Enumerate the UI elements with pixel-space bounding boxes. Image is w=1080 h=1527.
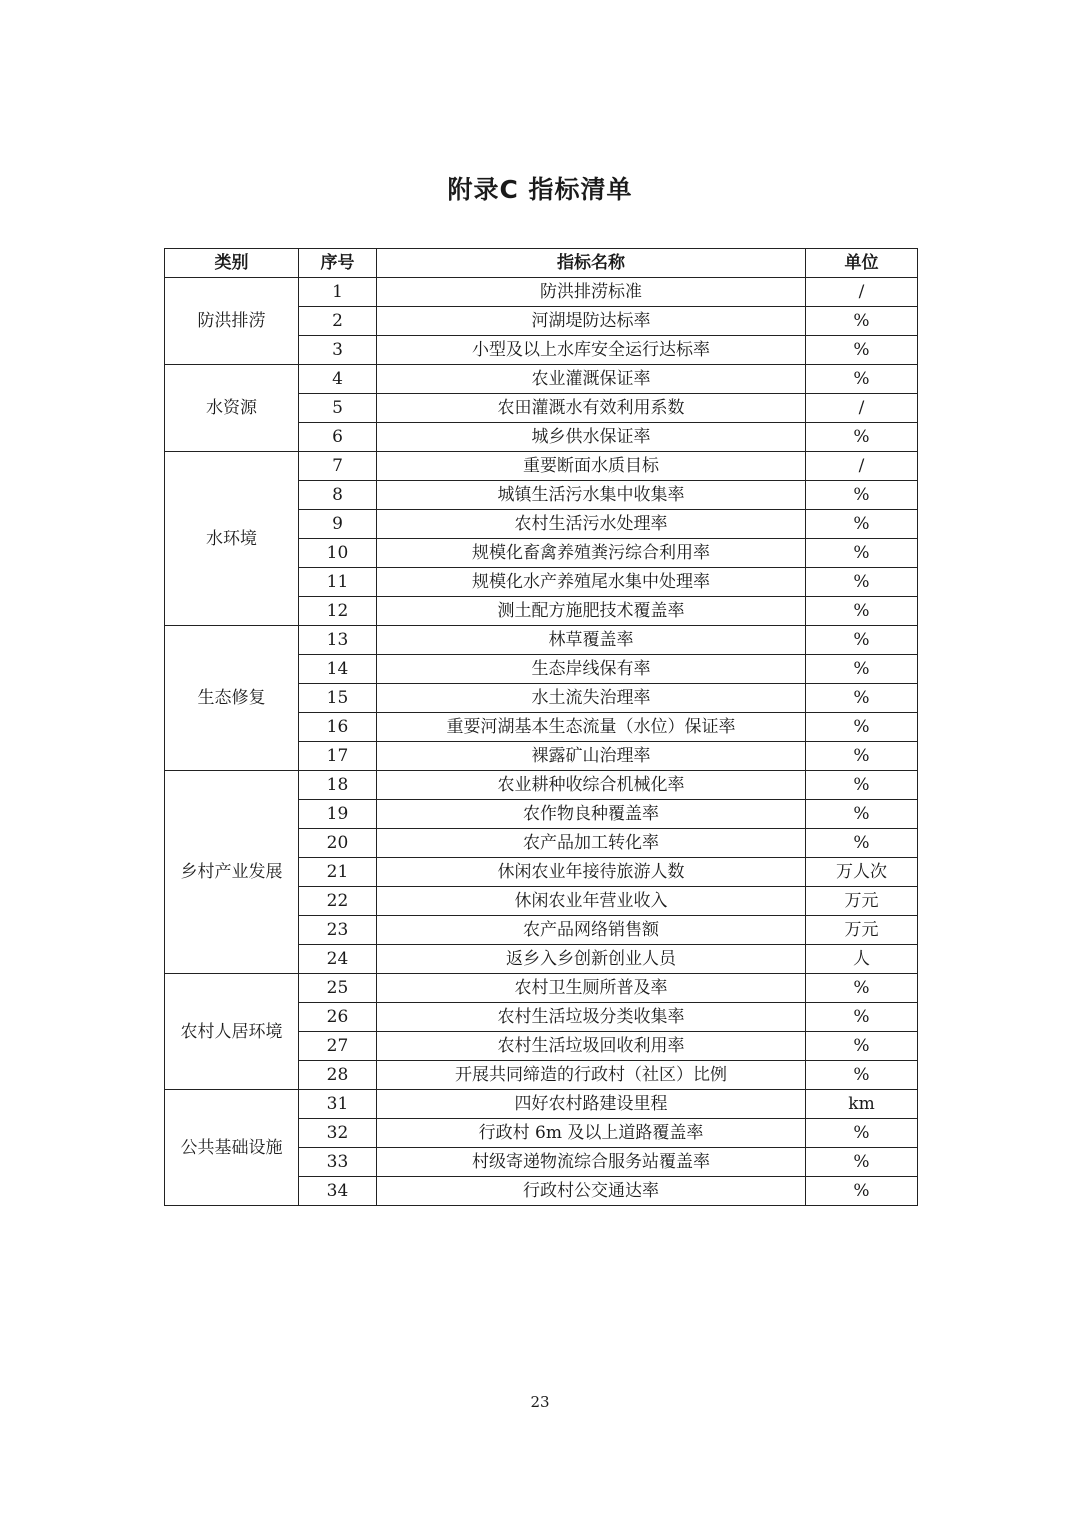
page-title: 附录C 指标清单: [447, 175, 633, 204]
unit-cell: %: [806, 481, 918, 510]
index-cell: 26: [299, 1003, 377, 1032]
unit-cell: %: [806, 829, 918, 858]
unit-cell: %: [806, 336, 918, 365]
unit-cell: %: [806, 684, 918, 713]
indicator-name-cell: 农村卫生厕所普及率: [377, 974, 806, 1003]
category-cell: 水资源: [165, 365, 299, 452]
unit-cell: %: [806, 1061, 918, 1090]
indicator-name-cell: 林草覆盖率: [377, 626, 806, 655]
unit-cell: %: [806, 800, 918, 829]
indicator-name-cell: 农业耕种收综合机械化率: [377, 771, 806, 800]
indicator-name-cell: 小型及以上水库安全运行达标率: [377, 336, 806, 365]
indicator-name-cell: 规模化畜禽养殖粪污综合利用率: [377, 539, 806, 568]
unit-cell: /: [806, 278, 918, 307]
unit-cell: 万元: [806, 916, 918, 945]
table-row: [165, 771, 918, 800]
unit-cell: %: [806, 771, 918, 800]
unit-cell: %: [806, 365, 918, 394]
index-cell: 3: [299, 336, 377, 365]
unit-cell: %: [806, 1032, 918, 1061]
index-cell: 20: [299, 829, 377, 858]
index-cell: 19: [299, 800, 377, 829]
header-unit: 单位: [806, 249, 918, 278]
table-row: [165, 365, 918, 394]
indicator-name-cell: 农村生活垃圾回收利用率: [377, 1032, 806, 1061]
indicator-name-cell: 村级寄递物流综合服务站覆盖率: [377, 1148, 806, 1177]
index-cell: 21: [299, 858, 377, 887]
index-cell: 5: [299, 394, 377, 423]
indicator-name-cell: 农村生活垃圾分类收集率: [377, 1003, 806, 1032]
index-cell: 1: [299, 278, 377, 307]
category-cell: 生态修复: [165, 626, 299, 771]
index-cell: 2: [299, 307, 377, 336]
unit-cell: %: [806, 1148, 918, 1177]
table-header-row: [165, 249, 918, 278]
index-cell: 28: [299, 1061, 377, 1090]
unit-cell: %: [806, 307, 918, 336]
indicator-name-cell: 开展共同缔造的行政村（社区）比例: [377, 1061, 806, 1090]
indicator-name-cell: 规模化水产养殖尾水集中处理率: [377, 568, 806, 597]
unit-cell: 万元: [806, 887, 918, 916]
unit-cell: %: [806, 713, 918, 742]
indicator-name-cell: 农作物良种覆盖率: [377, 800, 806, 829]
header-category: 类别: [165, 249, 299, 278]
index-cell: 24: [299, 945, 377, 974]
indicator-name-cell: 四好农村路建设里程: [377, 1090, 806, 1119]
index-cell: 4: [299, 365, 377, 394]
table-row: [165, 626, 918, 655]
indicator-name-cell: 农村生活污水处理率: [377, 510, 806, 539]
index-cell: 7: [299, 452, 377, 481]
indicator-name-cell: 城镇生活污水集中收集率: [377, 481, 806, 510]
indicator-name-cell: 测土配方施肥技术覆盖率: [377, 597, 806, 626]
category-cell: 水环境: [165, 452, 299, 626]
table-row: [165, 278, 918, 307]
indicator-name-cell: 防洪排涝标准: [377, 278, 806, 307]
unit-cell: %: [806, 539, 918, 568]
index-cell: 31: [299, 1090, 377, 1119]
category-cell: 农村人居环境: [165, 974, 299, 1090]
index-cell: 6: [299, 423, 377, 452]
indicator-name-cell: 重要断面水质目标: [377, 452, 806, 481]
unit-cell: %: [806, 742, 918, 771]
index-cell: 13: [299, 626, 377, 655]
indicator-name-cell: 农业灌溉保证率: [377, 365, 806, 394]
index-cell: 10: [299, 539, 377, 568]
unit-cell: %: [806, 1003, 918, 1032]
index-cell: 34: [299, 1177, 377, 1206]
category-cell: 防洪排涝: [165, 278, 299, 365]
table-row: [165, 974, 918, 1003]
index-cell: 16: [299, 713, 377, 742]
unit-cell: %: [806, 626, 918, 655]
unit-cell: km: [806, 1090, 918, 1119]
index-cell: 18: [299, 771, 377, 800]
indicator-name-cell: 休闲农业年营业收入: [377, 887, 806, 916]
indicator-name-cell: 农田灌溉水有效利用系数: [377, 394, 806, 423]
index-cell: 22: [299, 887, 377, 916]
header-name: 指标名称: [377, 249, 806, 278]
index-cell: 12: [299, 597, 377, 626]
indicator-name-cell: 休闲农业年接待旅游人数: [377, 858, 806, 887]
index-cell: 15: [299, 684, 377, 713]
indicator-table: [164, 248, 918, 1206]
indicator-name-cell: 农产品网络销售额: [377, 916, 806, 945]
indicator-name-cell: 水土流失治理率: [377, 684, 806, 713]
indicator-name-cell: 城乡供水保证率: [377, 423, 806, 452]
unit-cell: %: [806, 510, 918, 539]
unit-cell: %: [806, 974, 918, 1003]
unit-cell: /: [806, 394, 918, 423]
index-cell: 8: [299, 481, 377, 510]
indicator-name-cell: 行政村公交通达率: [377, 1177, 806, 1206]
unit-cell: %: [806, 1177, 918, 1206]
index-cell: 32: [299, 1119, 377, 1148]
unit-cell: 万人次: [806, 858, 918, 887]
page-number: 23: [530, 1393, 550, 1411]
category-cell: 公共基础设施: [165, 1090, 299, 1206]
unit-cell: %: [806, 655, 918, 684]
index-cell: 11: [299, 568, 377, 597]
indicator-name-cell: 返乡入乡创新创业人员: [377, 945, 806, 974]
unit-cell: %: [806, 597, 918, 626]
indicator-name-cell: 裸露矿山治理率: [377, 742, 806, 771]
unit-cell: 人: [806, 945, 918, 974]
index-cell: 25: [299, 974, 377, 1003]
indicator-name-cell: 重要河湖基本生态流量（水位）保证率: [377, 713, 806, 742]
header-index: 序号: [299, 249, 377, 278]
index-cell: 23: [299, 916, 377, 945]
category-cell: 乡村产业发展: [165, 771, 299, 974]
indicator-name-cell: 生态岸线保有率: [377, 655, 806, 684]
table-row: [165, 1090, 918, 1119]
unit-cell: %: [806, 1119, 918, 1148]
index-cell: 33: [299, 1148, 377, 1177]
indicator-name-cell: 行政村 6m 及以上道路覆盖率: [377, 1119, 806, 1148]
index-cell: 17: [299, 742, 377, 771]
index-cell: 14: [299, 655, 377, 684]
indicator-name-cell: 农产品加工转化率: [377, 829, 806, 858]
index-cell: 9: [299, 510, 377, 539]
indicator-name-cell: 河湖堤防达标率: [377, 307, 806, 336]
unit-cell: %: [806, 568, 918, 597]
table-row: [165, 452, 918, 481]
unit-cell: %: [806, 423, 918, 452]
table-body: [165, 278, 918, 1206]
unit-cell: /: [806, 452, 918, 481]
index-cell: 27: [299, 1032, 377, 1061]
